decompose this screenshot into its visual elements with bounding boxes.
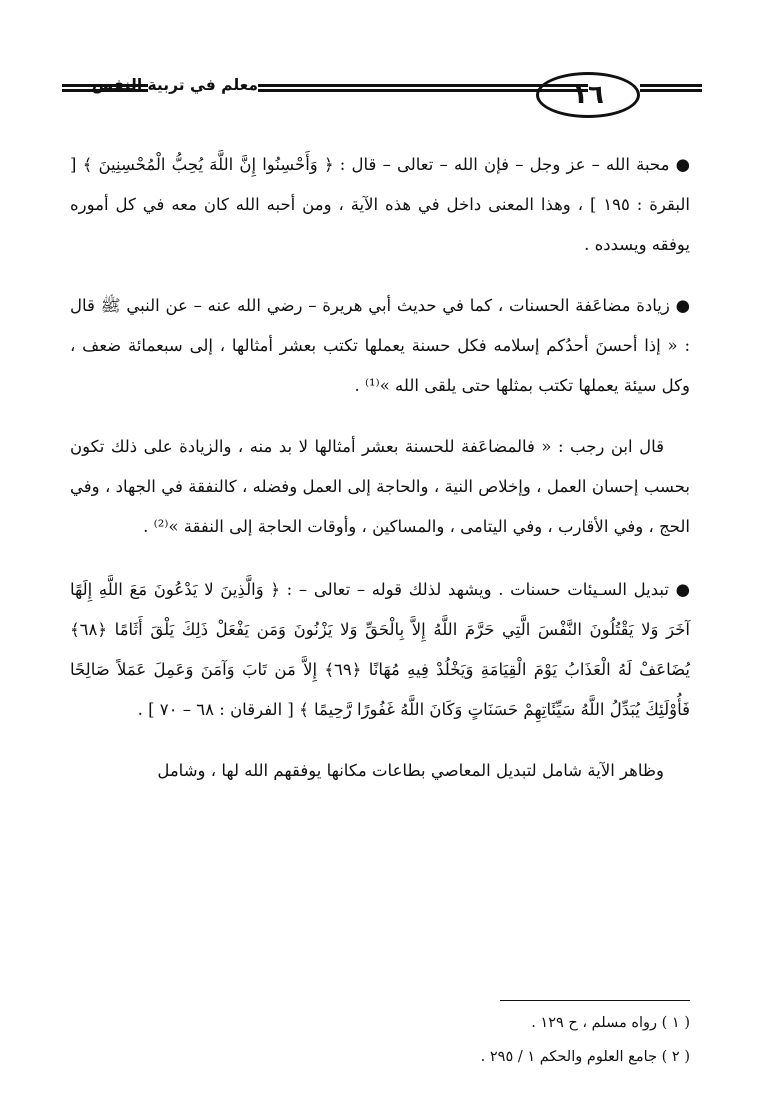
paragraph-replacing-bad-deeds: ● تبديل السـيئات حسنات . ويشهد لذلك قوله – تعالى – : ﴿ وَالَّذِينَ لا يَدْعُونَ مَعَ اللَّهِ إِلَهًا آخَرَ وَلا يَقْتُلُونَ النَّفْسَ الَّتِي حَرَّمَ اللَّهُ إِلاَّ بِالْحَقِّ وَلا يَزْنُونَ وَمَن يَفْعَلْ ذَلِكَ يَلْقَ أَثَامًا ﴿٦٨﴾ يُضَاعَفْ لَهُ الْعَذَابُ يَوْمَ الْقِيَامَةِ وَيَخْلُدْ فِيهِ مُهَانًا ﴿٦٩﴾ إِلاَّ مَن تَابَ وَآمَنَ وَعَمِلَ عَمَلاً صَالِحًا فَأُوْلَئِكَ يُبَدِّلُ اللَّهُ سَيِّئَاتِهِمْ حَسَنَاتٍ وَكَانَ اللَّهُ غَفُورًا رَّحِيمًا ﴾ [ الفرقان : ٦٨ – ٧٠ ] . bbox=[70, 580, 690, 719]
page-body bbox=[70, 145, 690, 812]
paragraph-ibn-rajab-quote: قال ابن رجب : « فالمضاعَفة للحسنة بعشر أمثالها لا بد منه ، والزيادة على ذلك تكون بحسب إحسان العمل ، وإخلاص النية ، والحاجة إلى العمل وفضله ، كالنفقة في الجهاد ، وفي الحج ، وفي الأقارب ، وفي اليتامى ، والمساكين ، وأوقات الحاجة إلى النفقة »⁽²⁾ . bbox=[70, 437, 690, 536]
page-number: ١٦ bbox=[536, 72, 640, 118]
book-title: معلم في تربية النفس bbox=[91, 76, 258, 94]
footnotes bbox=[70, 1006, 690, 1074]
paragraph-love-of-god: ● محبة الله – عز وجل – فإن الله – تعالى – قال : ﴿ وَأَحْسِنُوا إِنَّ اللَّهَ يُحِبُّ الْمُحْسِنِينَ ﴾ [ البقرة : ١٩٥ ] ، وهذا المعنى داخل في هذه الآية ، ومن أحبه الله كان معه في كل أموره يوفقه ويسدده . bbox=[70, 155, 690, 254]
footnote-2: ( ٢ ) جامع العلوم والحكم ١ / ٢٩٥ . bbox=[480, 1049, 690, 1065]
paragraph-multiplying-good-deeds: ● زيادة مضاعَفة الحسنات ، كما في حديث أبي هريرة – رضي الله عنه – عن النبي ﷺ قال : « إذا أحسنَ أحدُكم إسلامه فكل حسنة يعملها تكتب بعشر أمثالها ، إلى سبعمائة ضعف ، وكل سيئة يعملها تكتب بمثلها حتى يلقى الله »⁽¹⁾ . bbox=[70, 296, 690, 395]
paragraph-verse-commentary: وظاهر الآية شامل لتبديل المعاصي بطاعات مكانها يوفقهم الله لها ، وشامل bbox=[157, 761, 664, 780]
page-header bbox=[62, 64, 702, 120]
header-rule-right bbox=[640, 84, 702, 98]
footnote-1: ( ١ ) رواه مسلم ، ح ١٢٩ . bbox=[531, 1015, 690, 1031]
footnote-divider bbox=[500, 1000, 690, 1001]
